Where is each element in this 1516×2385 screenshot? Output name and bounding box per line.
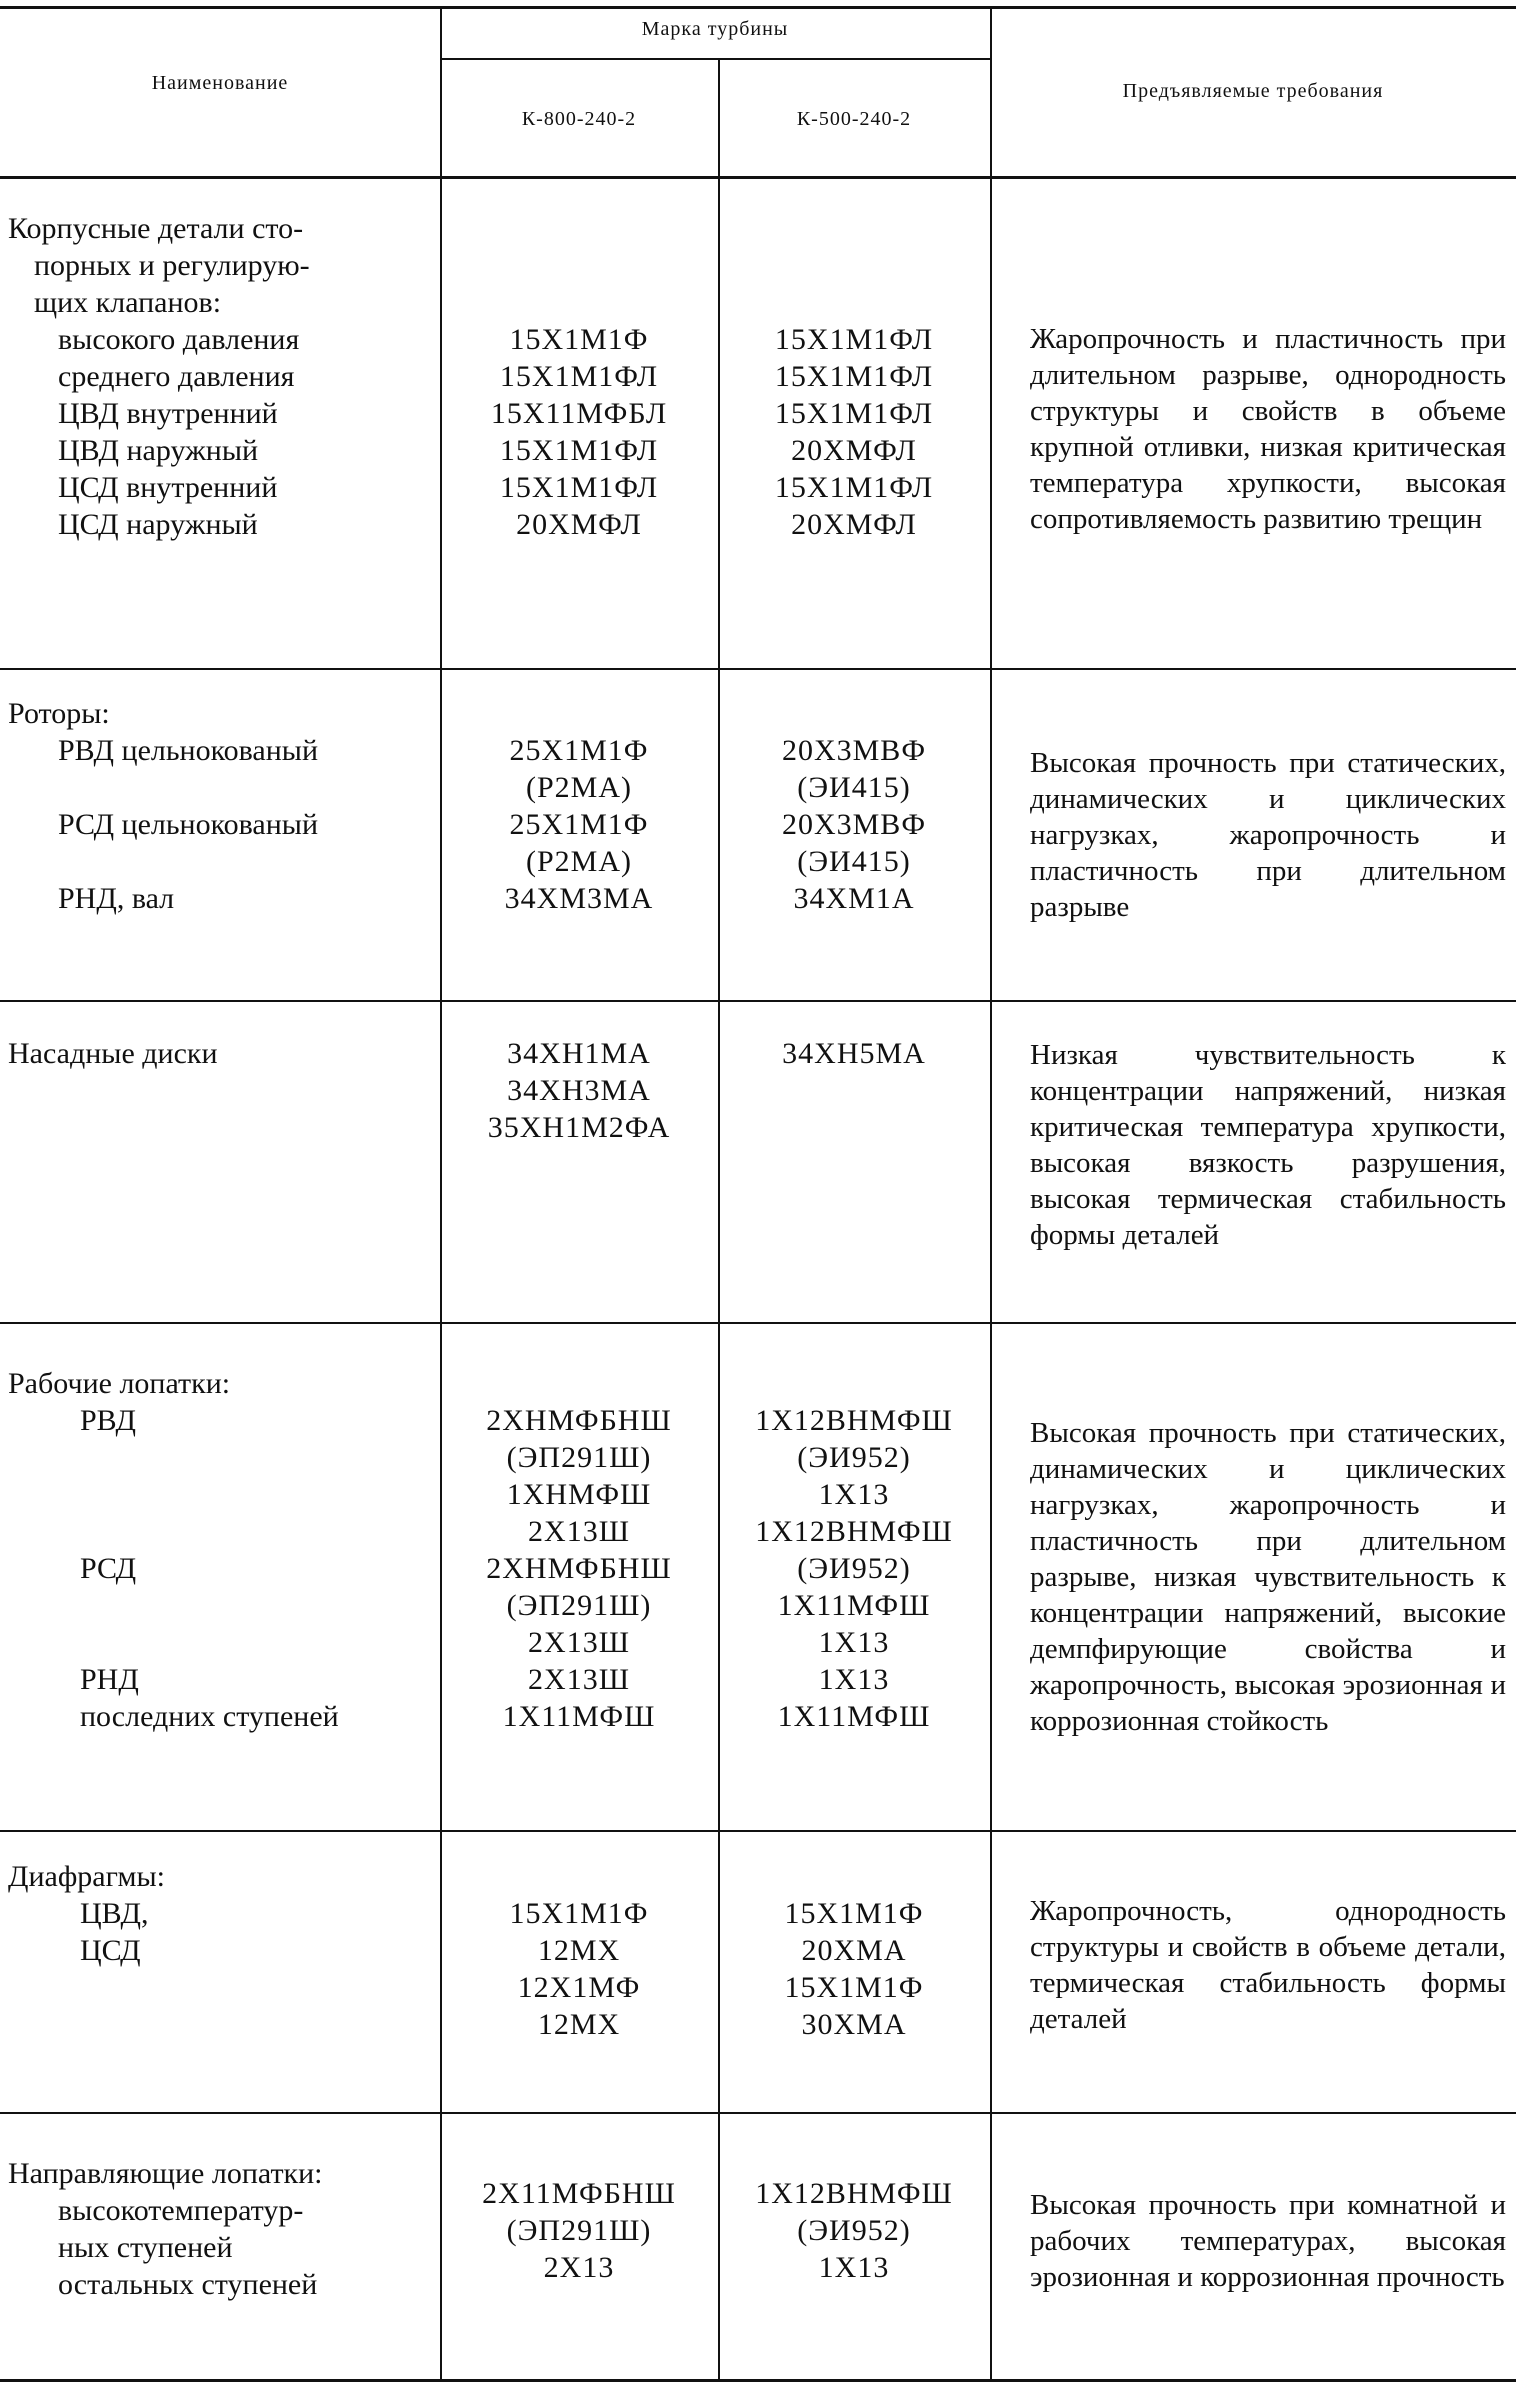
name-line: Направляющие лопатки: (8, 2157, 323, 2190)
table-bottom-rule (0, 2379, 1516, 2382)
name-line (8, 769, 428, 806)
table-top-rule (0, 6, 1516, 9)
name-line: РВД (80, 1404, 137, 1437)
k800-cell (440, 2175, 718, 2286)
row-divider (0, 1000, 1516, 1002)
requirements-text: Высокая прочность при статических, динамических и циклических нагрузках, жаропрочность и пластичность при длительном разрыве (1030, 747, 1506, 923)
group-header-rule (440, 58, 990, 60)
name-line: Рабочие лопатки: (8, 1367, 231, 1400)
header-turbine-2: К-500-240-2 (796, 108, 912, 130)
steel-grade: 15Х1М1ФЛ (774, 323, 934, 356)
name-line: Насадные диски (8, 1037, 218, 1070)
steel-grade: (ЭИ415) (797, 845, 911, 878)
requirements-text: Низкая чувствительность к концентрации напряжений, низкая критическая температура хрупкости, высокая вязкость разрушения, высокая термическая стабильность формы деталей (1030, 1039, 1506, 1251)
name-line: Корпусные детали сто- (8, 212, 304, 245)
requirements-text: Высокая прочность при комнатной и рабочих температурах, высокая эрозионная и коррозионная прочность (1030, 2189, 1506, 2293)
steel-grade: 2Х13Ш (528, 1515, 630, 1548)
row-divider (0, 1322, 1516, 1324)
row-name (8, 2155, 428, 2303)
k800-cell (440, 1035, 718, 1146)
steel-grade: (ЭИ952) (797, 2214, 911, 2247)
steel-grade: 12МХ (537, 1934, 621, 1967)
steel-grade: 34ХН3МА (507, 1074, 651, 1107)
steel-grade: 20Х3МВФ (781, 734, 927, 767)
steel-grade: (ЭИ415) (797, 771, 911, 804)
row-divider (0, 1830, 1516, 1832)
row-divider (0, 668, 1516, 670)
steel-grade: (Р2МА) (525, 845, 632, 878)
k800-cell (440, 321, 718, 543)
header-turbine-1: К-800-240-2 (521, 108, 637, 130)
k500-cell (718, 732, 990, 917)
steel-grade: 20ХМФЛ (791, 434, 917, 467)
column-divider (990, 6, 992, 2381)
steel-grade: 2Х11МФБНШ (482, 2177, 676, 2210)
name-line: щих клапанов: (34, 286, 222, 319)
steel-grade: 20ХМФЛ (791, 508, 917, 541)
steel-grade: 1Х12ВНМФШ (755, 1404, 953, 1437)
k500-cell (718, 2175, 990, 2286)
name-line: Диафрагмы: (8, 1860, 165, 1893)
steel-grade: (ЭП291Ш) (506, 1441, 652, 1474)
header-turbine-group: Марка турбины (641, 18, 789, 40)
steel-grade: 35ХН1М2ФА (487, 1111, 671, 1144)
name-line: порных и регулирую- (34, 249, 310, 282)
steel-grade: 15Х1М1ФЛ (499, 360, 659, 393)
steel-grade: 25Х1М1Ф (509, 734, 649, 767)
steel-grade: (Р2МА) (525, 771, 632, 804)
name-line (8, 1513, 428, 1550)
k500-cell (718, 1895, 990, 2043)
steel-grade: 15Х1М1ФЛ (499, 471, 659, 504)
requirements-text: Жаропрочность, однородность структуры и свойств в объеме детали, термическая стабильность формы деталей (1030, 1895, 1506, 2035)
row-divider (0, 2112, 1516, 2114)
k500-cell (718, 1035, 990, 1072)
row-name (8, 1858, 428, 1969)
steel-grade: 2ХНМФБНШ (486, 1404, 672, 1437)
name-line (8, 843, 428, 880)
steel-grade: 15Х1М1Ф (784, 1897, 924, 1930)
steel-grade: 15Х11МФБЛ (490, 397, 668, 430)
row-name (8, 210, 428, 543)
name-line: ных ступеней (58, 2231, 233, 2264)
steel-grade: 15Х1М1Ф (509, 323, 649, 356)
steel-grade: 15Х1М1Ф (509, 1897, 649, 1930)
steel-grade: 1Х12ВНМФШ (755, 1515, 953, 1548)
steel-grade: 34ХМ1А (793, 882, 915, 915)
k500-cell (718, 321, 990, 543)
steel-grade: 1Х13 (818, 1626, 890, 1659)
name-line: остальных ступеней (58, 2268, 318, 2301)
steel-grade: (ЭП291Ш) (506, 2214, 652, 2247)
steel-grade: 1Х13 (818, 2251, 890, 2284)
steel-grade: 34ХН5МА (782, 1037, 926, 1070)
name-line: РНД, вал (58, 882, 175, 915)
name-line: РВД цельнокованый (58, 734, 318, 767)
steel-grade: 1Х11МФШ (777, 1589, 931, 1622)
steel-grade: (ЭИ952) (797, 1552, 911, 1585)
name-line: ЦВД внутренний (58, 397, 278, 430)
steel-grade: 20Х3МВФ (781, 808, 927, 841)
steel-grade: 15Х1М1ФЛ (499, 434, 659, 467)
name-line: РНД (80, 1663, 139, 1696)
header-requirements: Предъявляемые требования (1122, 80, 1384, 102)
steel-grade: 15Х1М1Ф (784, 1971, 924, 2004)
steel-grade: 2Х13Ш (528, 1663, 630, 1696)
k800-cell (440, 1402, 718, 1735)
row-name (8, 1035, 428, 1072)
row-name (8, 695, 428, 917)
name-line: ЦВД наружный (58, 434, 259, 467)
steel-grade: (ЭП291Ш) (506, 1589, 652, 1622)
steel-grade: 15Х1М1ФЛ (774, 360, 934, 393)
steel-grade: 20ХМА (801, 1934, 907, 1967)
steel-grade: 1Х13 (818, 1663, 890, 1696)
steel-grade: 1ХНМФШ (506, 1478, 652, 1511)
steel-grade: 15Х1М1ФЛ (774, 397, 934, 430)
steel-grade: 1Х11МФШ (502, 1700, 656, 1733)
requirements-text: Высокая прочность при статических, динамических и циклических нагрузках, жаропрочность и пластичность при длительном разрыве, низкая чувствительность к концентрации напряжений, высокие демпфирующие свойства и жаропрочность, высокая эрозионная и коррозионная стойкость (1030, 1417, 1506, 1737)
name-line: последних ступеней (80, 1700, 339, 1733)
steel-grade: 1Х11МФШ (777, 1700, 931, 1733)
name-line: РСД цельнокованый (58, 808, 319, 841)
requirements-text: Жаропрочность и пластичность при длительном разрыве, однородность структуры и свойств в объеме крупной отливки, низкая критическая температура хрупкости, высокая сопротивляемость развитию трещин (1030, 323, 1506, 535)
steel-grade: 2ХНМФБНШ (486, 1552, 672, 1585)
name-line: РСД (80, 1552, 137, 1585)
k800-cell (440, 732, 718, 917)
name-line (8, 1476, 428, 1513)
name-line: высокого давления (58, 323, 300, 356)
name-line: среднего давления (58, 360, 295, 393)
name-line: ЦСД (80, 1934, 141, 1967)
steel-grade: 2Х13 (543, 2251, 615, 2284)
header-bottom-rule (0, 176, 1516, 179)
steel-grade: (ЭИ952) (797, 1441, 911, 1474)
steel-grade: 12Х1МФ (517, 1971, 641, 2004)
steel-grade: 12МХ (537, 2008, 621, 2041)
name-line: ЦСД внутренний (58, 471, 278, 504)
steel-grade: 25Х1М1Ф (509, 808, 649, 841)
k500-cell (718, 1402, 990, 1735)
name-line (8, 1587, 428, 1624)
steel-grade: 34ХМ3МА (504, 882, 654, 915)
steel-grade: 1Х12ВНМФШ (755, 2177, 953, 2210)
header-name: Наименование (151, 72, 289, 94)
steel-grade: 2Х13Ш (528, 1626, 630, 1659)
steel-grade: 15Х1М1ФЛ (774, 471, 934, 504)
name-line: высокотемператур- (58, 2194, 304, 2227)
name-line: ЦСД наружный (58, 508, 258, 541)
steel-grade: 34ХН1МА (507, 1037, 651, 1070)
k800-cell (440, 1895, 718, 2043)
steel-grade: 1Х13 (818, 1478, 890, 1511)
name-line (8, 1624, 428, 1661)
name-line: ЦВД, (80, 1897, 149, 1930)
steel-grade: 30ХМА (801, 2008, 907, 2041)
name-line (8, 1439, 428, 1476)
row-name (8, 1365, 428, 1735)
name-line: Роторы: (8, 697, 110, 730)
steel-grade: 20ХМФЛ (516, 508, 642, 541)
